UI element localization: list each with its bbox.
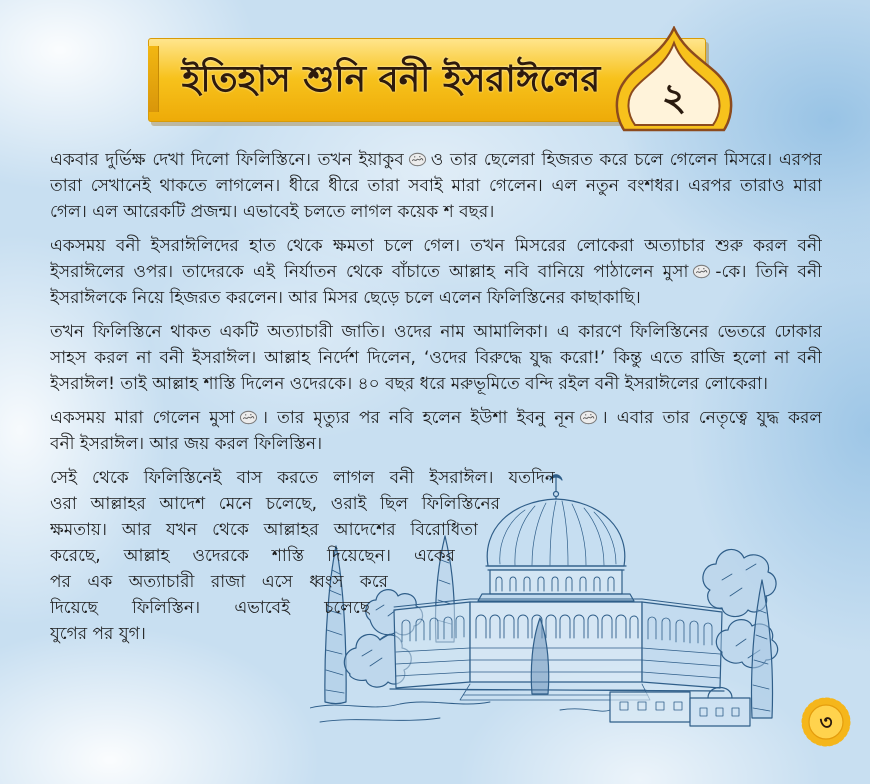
paragraph-3 xyxy=(50,319,822,397)
text-segment: গেল। এল আরেকটি প্রজন্ম। এভাবেই চলতে লাগল কয়েক শ বছর। xyxy=(50,202,495,222)
text-segment: ইসরাঈলের ওপর। তাদেরকে এই নির্যাতন থেকে বাঁচাতে আল্লাহ নবি বানিয়ে পাঠালেন মুসা xyxy=(50,262,689,282)
alayhis-salam-icon xyxy=(408,152,427,167)
text-line xyxy=(50,595,370,621)
page-number-badge xyxy=(800,696,852,748)
text-line xyxy=(50,569,388,595)
text-line xyxy=(50,491,500,517)
chapter-number-badge xyxy=(614,26,734,134)
text-line xyxy=(50,199,822,225)
text-line xyxy=(50,147,822,173)
page-title: ইতিহাস শুনি বনী ইসরাঈলের xyxy=(181,59,601,100)
text-line xyxy=(50,405,822,431)
alayhis-salam-icon xyxy=(692,264,711,279)
text-segment: ইসরাঈলকে নিয়ে হিজরত করলেন। আর মিসর ছেড়ে চলে এলেন ফিলিস্তিনের কাছাকাছি। xyxy=(50,288,641,308)
text-segment: তারা সেখানেই থাকতে লাগলেন। ধীরে ধীরে তারা সবাই মারা গেলেন। এল নতুন বংশধর। এরপর তারাও মারা xyxy=(50,176,822,196)
text-segment: । তার মৃত্যুর পর নবি হলেন ইউশা ইবনু নূন xyxy=(261,408,575,428)
text-segment: । এবার তার নেতৃত্বে যুদ্ধ করল xyxy=(601,408,822,428)
text-segment: দিয়েছে ফিলিস্তিন। এভাবেই চলেছে xyxy=(50,598,370,618)
page-number: ৩ xyxy=(819,710,833,734)
text-segment: ক্ষমতায়। আর যখন থেকে আল্লাহর আদেশের বিরোধিতা xyxy=(50,520,478,540)
ground-lines xyxy=(310,702,610,722)
paragraph-1 xyxy=(50,147,822,225)
alayhis-salam-icon xyxy=(239,410,258,425)
text-line xyxy=(50,371,822,397)
text-line xyxy=(50,233,822,259)
chapter-number: ২ xyxy=(661,75,687,119)
alayhis-salam-icon xyxy=(579,410,598,425)
text-line xyxy=(50,259,822,285)
paragraph-4 xyxy=(50,405,822,457)
text-segment: তখন ফিলিস্তিনে থাকত একটি অত্যাচারী জাতি। ওদের নাম আমালিকা। এ কারণে ফিলিস্তিনের ভেতরে ঢোকার xyxy=(50,322,822,342)
text-line xyxy=(50,285,822,311)
text-line xyxy=(50,465,555,491)
text-segment: একবার দুর্ভিক্ষ দেখা দিলো ফিলিস্তিনে। তখন ইয়াকুব xyxy=(50,150,404,170)
text-segment: ওরা আল্লাহর আদেশ মেনে চলেছে, ওরাই ছিল ফিলিস্তিনের xyxy=(50,494,500,514)
title-banner-edge xyxy=(148,46,159,112)
text-segment: করেছে, আল্লাহ ওদেরকে শাস্তি দিয়েছেন। একের xyxy=(50,546,455,566)
text-segment: একসময় বনী ইসরাঈলিদের হাত থেকে ক্ষমতা চলে গেল। তখন মিসরের লোকেরা অত্যাচার শুরু করল বনী xyxy=(50,236,822,256)
article-body xyxy=(50,147,822,655)
text-segment: সাহস করল না বনী ইসরাঈল। আল্লাহ নির্দেশ দিলেন, ‘ওদের বিরুদ্ধে যুদ্ধ করো!’ কিন্তু এতে রাজি হলো না বনী xyxy=(50,348,822,368)
text-segment: -কে। তিনি বনী xyxy=(715,262,822,282)
text-segment: বনী ইসরাঈল। আর জয় করল ফিলিস্তিন। xyxy=(50,434,323,454)
text-line xyxy=(50,319,822,345)
text-segment: ও তার ছেলেরা হিজরত করে চলে গেলেন মিসরে। এরপর xyxy=(430,150,822,170)
paragraph-2 xyxy=(50,233,822,311)
text-line xyxy=(50,173,822,199)
text-line xyxy=(50,543,455,569)
text-line xyxy=(50,345,822,371)
text-line xyxy=(50,621,250,647)
text-segment: সেই থেকে ফিলিস্তিনেই বাস করতে লাগল বনী ইসরাঈল। যতদিন xyxy=(50,468,555,488)
text-segment: পর এক অত্যাচারী রাজা এসে ধ্বংস করে xyxy=(50,572,388,592)
text-segment: যুগের পর যুগ। xyxy=(50,624,146,644)
paragraph-5 xyxy=(50,465,822,647)
text-line xyxy=(50,431,822,457)
text-line xyxy=(50,517,478,543)
text-segment: ইসরাঈল! তাই আল্লাহ শাস্তি দিলেন ওদেরকে। ৪০ বছর ধরে মরুভূমিতে বন্দি রইল বনী ইসরাঈলের লোকেরা। xyxy=(50,374,768,394)
text-segment: একসময় মারা গেলেন মুসা xyxy=(50,408,235,428)
lower-buildings xyxy=(610,688,750,727)
